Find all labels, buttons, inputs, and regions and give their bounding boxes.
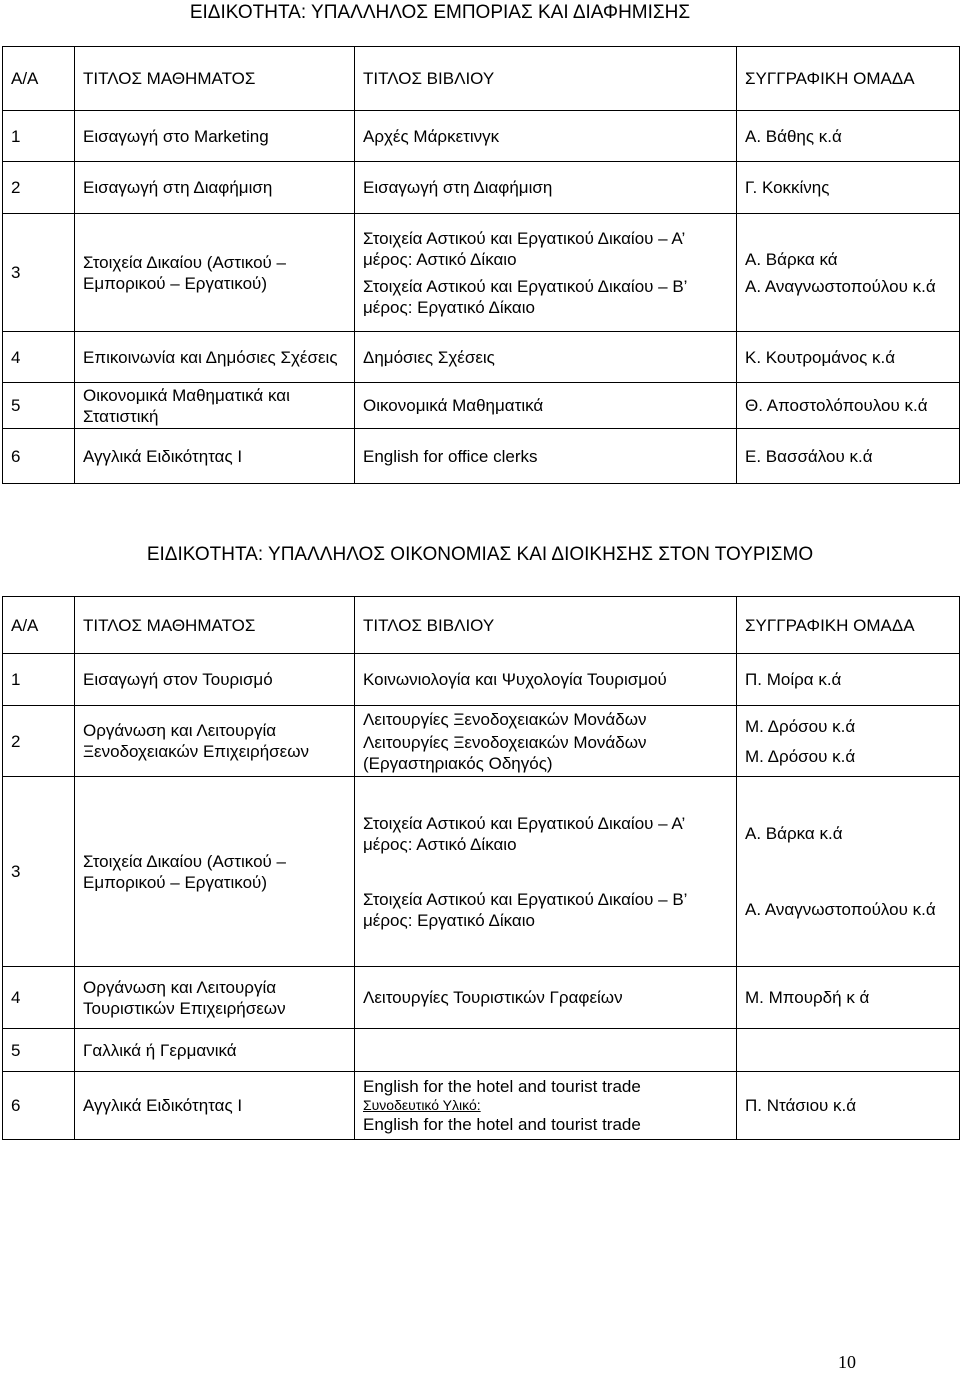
row-book (355, 706, 737, 777)
row-book-b: Λειτουργίες Ξενοδοχειακών Μονάδων (Εργαστηριακός Οδηγός) (363, 732, 647, 773)
row-authors (737, 777, 960, 967)
row-authors-b: Μ. Δρόσου κ.ά (745, 746, 856, 766)
row-authors-a: Α. Βάρκα κ.ά (745, 824, 843, 843)
row-book-note: Συνοδευτικό Υλικό: (363, 1097, 481, 1113)
row-course: Γαλλικά ή Γερμανικά (75, 1029, 355, 1072)
row-authors (737, 706, 960, 777)
row-book-a: English for the hotel and tourist trade (363, 1077, 641, 1096)
row-book (355, 214, 737, 332)
row-book-extra: English for the hotel and tourist trade (363, 1115, 641, 1134)
table-row (3, 111, 960, 162)
row-book (355, 1072, 737, 1140)
header-num: Α/Α (3, 47, 75, 111)
row-book-a: Στοιχεία Αστικού και Εργατικού Δικαίου – Α’ μέρος: Αστικό Δίκαιο (363, 228, 685, 269)
table-row (3, 967, 960, 1029)
row-authors-a: Μ. Δρόσου κ.ά (745, 716, 856, 736)
table-row (3, 383, 960, 429)
table-row (3, 654, 960, 706)
row-book: Οικονομικά Μαθηματικά (355, 383, 737, 429)
section1-title: ΕΙΔΙΚΟΤΗΤΑ: ΥΠΑΛΛΗΛΟΣ ΕΜΠΟΡΙΑΣ ΚΑΙ ΔΙΑΦΗΜΙΣΗΣ (189, 2, 691, 23)
row-course: Αγγλικά Ειδικότητας Ι (75, 1072, 355, 1140)
row-course: Εισαγωγή στον Τουρισμό (75, 654, 355, 706)
row-num: 2 (3, 706, 75, 777)
table-header-row (3, 47, 960, 111)
header-book: ΤΙΤΛΟΣ ΒΙΒΛΙΟΥ (355, 597, 737, 654)
row-book: Κοινωνιολογία και Ψυχολογία Τουρισμού (355, 654, 737, 706)
row-book-b: Στοιχεία Αστικού και Εργατικού Δικαίου – Β’ μέρος: Εργατικό Δίκαιο (363, 276, 687, 317)
row-num: 1 (3, 111, 75, 162)
section2-title: ΕΙΔΙΚΟΤΗΤΑ: ΥΠΑΛΛΗΛΟΣ ΟΙΚΟΝΟΜΙΑΣ ΚΑΙ ΔΙΟΙΚΗΣΗΣ ΣΤΟΝ ΤΟΥΡΙΣΜΟ (146, 544, 814, 565)
row-course: Εισαγωγή στο Marketing (75, 111, 355, 162)
row-authors: Ε. Βασσάλου κ.ά (737, 429, 960, 484)
row-authors: Μ. Μπουρδή κ ά (737, 967, 960, 1029)
row-course: Οργάνωση και Λειτουργία Ξενοδοχειακών Επιχειρήσεων (75, 706, 355, 777)
row-num: 3 (3, 214, 75, 332)
row-num: 5 (3, 383, 75, 429)
header-book: ΤΙΤΛΟΣ ΒΙΒΛΙΟΥ (355, 47, 737, 111)
row-num: 5 (3, 1029, 75, 1072)
row-book-b: Στοιχεία Αστικού και Εργατικού Δικαίου – Β’ μέρος: Εργατικό Δίκαιο (363, 889, 687, 930)
row-authors-b: Α. Αναγνωστοπούλου κ.ά (745, 900, 936, 919)
row-authors-a: Α. Βάρκα κά (745, 249, 838, 269)
table-header-row (3, 597, 960, 654)
row-authors: Π. Ντάσιου κ.ά (737, 1072, 960, 1140)
row-num: 4 (3, 967, 75, 1029)
row-authors: Α. Βάθης κ.ά (737, 111, 960, 162)
row-book: English for office clerks (355, 429, 737, 484)
row-num: 3 (3, 777, 75, 967)
row-book: Δημόσιες Σχέσεις (355, 332, 737, 383)
table-row (3, 429, 960, 484)
row-authors (737, 214, 960, 332)
row-book-a: Στοιχεία Αστικού και Εργατικού Δικαίου – Α’ μέρος: Αστικό Δίκαιο (363, 813, 685, 854)
row-num: 1 (3, 654, 75, 706)
row-authors: Γ. Κοκκίνης (737, 162, 960, 214)
table-row (3, 1029, 960, 1072)
row-book (355, 1029, 737, 1072)
table-row (3, 706, 960, 777)
row-authors: Θ. Αποστολόπουλου κ.ά (737, 383, 960, 429)
row-book: Αρχές Μάρκετινγκ (355, 111, 737, 162)
row-course: Εισαγωγή στη Διαφήμιση (75, 162, 355, 214)
table-row (3, 332, 960, 383)
row-authors-b: Α. Αναγνωστοπούλου κ.ά (745, 276, 936, 296)
page-number: 10 (838, 1352, 856, 1372)
row-num: 2 (3, 162, 75, 214)
row-book-a: Λειτουργίες Ξενοδοχειακών Μονάδων (363, 709, 647, 729)
row-authors: Κ. Κουτρομάνος κ.ά (737, 332, 960, 383)
header-course: ΤΙΤΛΟΣ ΜΑΘΗΜΑΤΟΣ (75, 597, 355, 654)
table-row (3, 214, 960, 332)
header-num: Α/Α (3, 597, 75, 654)
row-course: Επικοινωνία και Δημόσιες Σχέσεις (75, 332, 355, 383)
row-course: Αγγλικά Ειδικότητας Ι (75, 429, 355, 484)
row-course: Οργάνωση και Λειτουργία Τουριστικών Επιχειρήσεων (75, 967, 355, 1029)
row-book: Εισαγωγή στη Διαφήμιση (355, 162, 737, 214)
row-num: 6 (3, 1072, 75, 1140)
row-authors: Π. Μοίρα κ.ά (737, 654, 960, 706)
table-row (3, 1072, 960, 1140)
header-authors: ΣΥΓΓΡΑΦΙΚΗ ΟΜΑΔΑ (737, 47, 960, 111)
row-course: Στοιχεία Δικαίου (Αστικού – Εμπορικού – Εργατικού) (75, 777, 355, 967)
header-course: ΤΙΤΛΟΣ ΜΑΘΗΜΑΤΟΣ (75, 47, 355, 111)
row-book: Λειτουργίες Τουριστικών Γραφείων (355, 967, 737, 1029)
section1-table (2, 46, 960, 484)
table-row (3, 162, 960, 214)
header-authors: ΣΥΓΓΡΑΦΙΚΗ ΟΜΑΔΑ (737, 597, 960, 654)
row-course: Στοιχεία Δικαίου (Αστικού – Εμπορικού – Εργατικού) (75, 214, 355, 332)
row-course: Οικονομικά Μαθηματικά και Στατιστική (75, 383, 355, 429)
row-book (355, 777, 737, 967)
row-num: 4 (3, 332, 75, 383)
row-authors (737, 1029, 960, 1072)
row-num: 6 (3, 429, 75, 484)
table-row (3, 777, 960, 967)
section2-table (2, 596, 960, 1140)
